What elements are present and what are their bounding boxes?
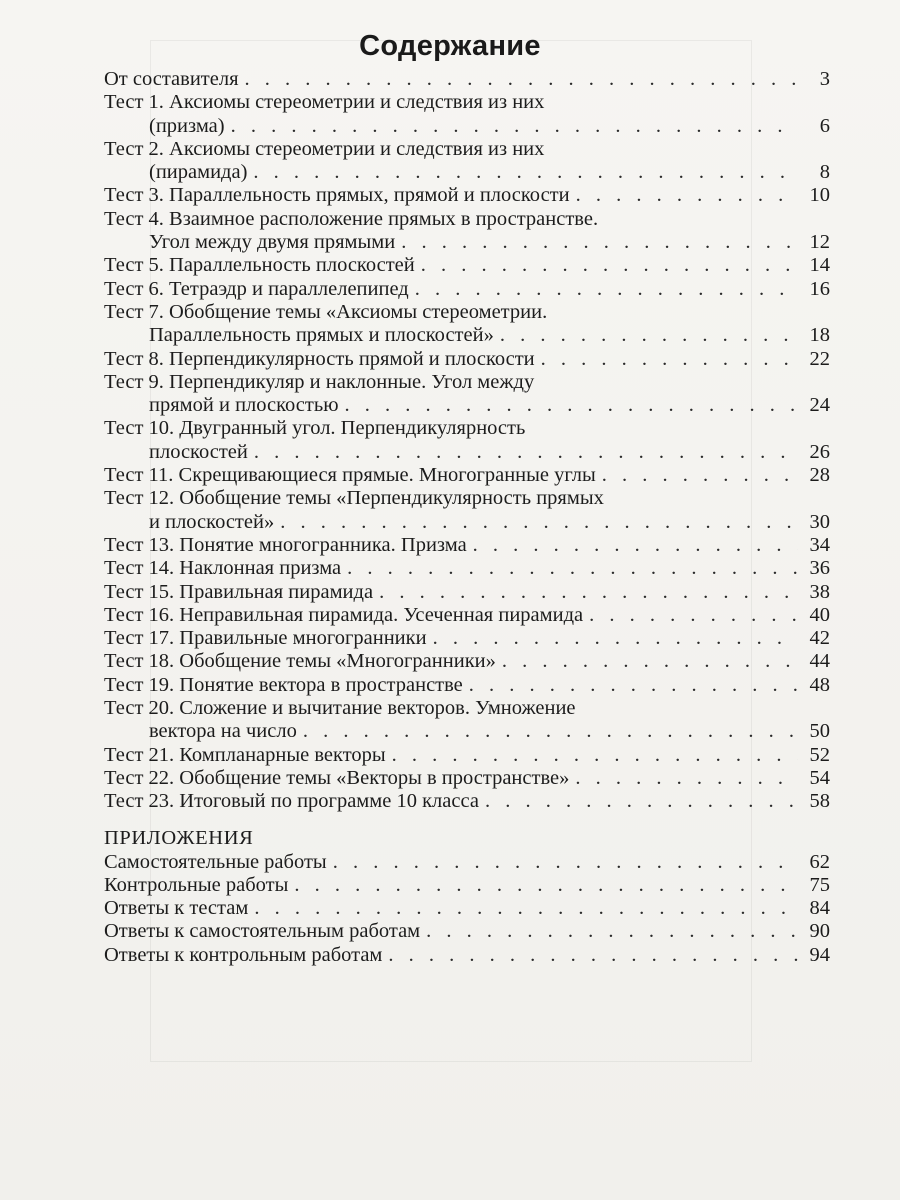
toc-line (104, 208, 830, 231)
dot-leader (347, 557, 798, 580)
toc-entry-title: Тест 9. Перпендикуляр и наклонные. Угол между (104, 370, 535, 393)
dot-leader (401, 231, 798, 254)
toc-entry-title: Тест 1. Аксиомы стереометрии и следствия из них (104, 91, 545, 114)
page-title: Содержание (359, 30, 541, 62)
toc-entry-title: Тест 2. Аксиомы стереометрии и следствия из них (104, 137, 545, 160)
dot-leader (415, 278, 798, 301)
toc-line (104, 184, 830, 207)
dot-leader (245, 68, 798, 91)
toc-line (104, 278, 830, 301)
toc-page-number: 50 (809, 720, 830, 743)
toc-page-number: 18 (809, 324, 830, 347)
dot-leader (388, 944, 798, 967)
toc-entry-title: Тест 6. Тетраэдр и параллелепипед (104, 277, 409, 300)
toc-page-number: 34 (809, 533, 830, 556)
toc-entry (104, 897, 830, 920)
toc-line (104, 627, 830, 650)
toc-line (104, 371, 830, 394)
toc-appendix-list (104, 851, 830, 967)
dot-leader (231, 115, 798, 138)
toc-entry-title: Контрольные работы (104, 873, 289, 896)
toc-entry-title: Тест 11. Скрещивающиеся прямые. Многогранные углы (104, 464, 596, 487)
toc-line (104, 511, 830, 534)
toc-entry (104, 138, 830, 185)
toc-entry (104, 744, 830, 767)
dot-leader (254, 441, 798, 464)
toc-entry (104, 557, 830, 580)
toc-page-number: 6 (819, 114, 830, 137)
dot-leader (345, 394, 798, 417)
toc-line (104, 744, 830, 767)
toc-line (104, 464, 830, 487)
toc-entry (104, 534, 830, 557)
toc-entry (104, 68, 830, 91)
toc-page-number: 26 (809, 440, 830, 463)
toc-entry-title: Самостоятельные работы (104, 850, 327, 873)
toc-line (104, 697, 830, 720)
dot-leader (253, 161, 798, 184)
toc-line (104, 604, 830, 627)
toc-page-number: 12 (809, 231, 830, 254)
toc-page-number: 14 (809, 254, 830, 277)
toc-entry (104, 674, 830, 697)
toc-entry-title: Тест 16. Неправильная пирамида. Усеченная пирамида (104, 603, 584, 626)
dot-leader (576, 184, 798, 207)
toc-page-number: 84 (809, 897, 830, 920)
toc-page-number: 54 (809, 766, 830, 789)
dot-leader (589, 604, 798, 627)
toc-line (104, 767, 830, 790)
dot-leader (575, 767, 798, 790)
toc-entry (104, 371, 830, 418)
toc-line (104, 557, 830, 580)
toc-entry-title: Тест 13. Понятие многогранника. Призма (104, 533, 467, 556)
toc-entry-title: Тест 18. Обобщение темы «Многогранники» (104, 650, 496, 673)
dot-leader (469, 674, 798, 697)
toc-entry (104, 278, 830, 301)
toc-page-number: 10 (809, 184, 830, 207)
toc-page-number: 42 (809, 627, 830, 650)
toc-page-number: 75 (809, 873, 830, 896)
toc-line (104, 790, 830, 813)
toc-page-number: 40 (809, 603, 830, 626)
dot-leader (379, 581, 798, 604)
toc-entry-title: Тест 23. Итоговый по программе 10 класса (104, 790, 479, 813)
toc-page-number: 22 (809, 347, 830, 370)
toc-line (104, 944, 830, 967)
dot-leader (502, 650, 798, 673)
toc-line (104, 851, 830, 874)
toc-line (104, 394, 830, 417)
toc-page-number: 58 (809, 790, 830, 813)
toc-entry-title: От составителя (104, 68, 239, 90)
dot-leader (433, 627, 798, 650)
toc-line (104, 581, 830, 604)
toc-line (104, 441, 830, 464)
toc-entry (104, 767, 830, 790)
toc-line (104, 254, 830, 277)
toc-page-number: 3 (819, 68, 830, 90)
toc-entry-title: Тест 7. Обобщение темы «Аксиомы стереометрии. (104, 300, 548, 323)
toc-line (104, 115, 830, 138)
toc-line (104, 301, 830, 324)
toc-line (104, 324, 830, 347)
toc-entry (104, 91, 830, 138)
toc-entry (104, 697, 830, 744)
toc-entry-title: Угол между двумя прямыми (149, 231, 396, 254)
toc-entry (104, 790, 830, 813)
toc-entry-title: Тест 19. Понятие вектора в пространстве (104, 673, 463, 696)
toc-entry (104, 650, 830, 673)
toc-entry-title: (пирамида) (149, 161, 248, 184)
toc-entry-title: Тест 10. Двугранный угол. Перпендикулярность (104, 417, 526, 440)
toc-entry (104, 208, 830, 255)
toc-main-list (104, 68, 830, 814)
dot-leader (485, 790, 798, 813)
dot-leader (541, 348, 798, 371)
toc-entry (104, 627, 830, 650)
toc-line (104, 161, 830, 184)
dot-leader (602, 464, 798, 487)
toc-line (104, 920, 830, 943)
toc-entry (104, 874, 830, 897)
toc-line (104, 348, 830, 371)
toc-entry (104, 604, 830, 627)
dot-leader (333, 851, 798, 874)
toc-entry-title: Параллельность прямых и плоскостей» (149, 324, 494, 347)
toc-entry (104, 417, 830, 464)
toc-entry (104, 464, 830, 487)
toc-page-number: 30 (809, 510, 830, 533)
toc-line (104, 91, 830, 114)
toc-entry (104, 851, 830, 874)
dot-leader (254, 897, 798, 920)
toc-entry-title: Тест 8. Перпендикулярность прямой и плоскости (104, 347, 535, 370)
toc-entry-title: Тест 5. Параллельность плоскостей (104, 254, 415, 277)
toc-entry-title: Тест 20. Сложение и вычитание векторов. Умножение (104, 697, 576, 720)
toc-line (104, 417, 830, 440)
toc-page-number: 38 (809, 580, 830, 603)
dot-leader (426, 920, 798, 943)
toc-entry-title: Тест 14. Наклонная призма (104, 557, 342, 580)
toc-line (104, 231, 830, 254)
toc-entry-title: (призма) (149, 114, 225, 137)
toc-entry-title: Тест 21. Компланарные векторы (104, 743, 386, 766)
toc-page-number: 48 (809, 673, 830, 696)
toc-page-number: 36 (809, 557, 830, 580)
toc-entry-title: плоскостей (149, 440, 248, 463)
toc-entry (104, 944, 830, 967)
dot-leader (500, 324, 798, 347)
toc-line (104, 487, 830, 510)
toc-line (104, 874, 830, 897)
toc-entry-title: вектора на число (149, 720, 297, 743)
toc-entry-title: Ответы к контрольным работам (104, 943, 383, 966)
toc-line (104, 534, 830, 557)
toc-page-number: 8 (819, 161, 830, 184)
toc-page-number: 62 (809, 850, 830, 873)
toc-entry-title: Ответы к самостоятельным работам (104, 920, 421, 943)
dot-leader (280, 511, 798, 534)
toc-entry (104, 581, 830, 604)
toc-page-number: 44 (809, 650, 830, 673)
toc-page-number: 16 (809, 277, 830, 300)
toc-entry (104, 487, 830, 534)
toc-line (104, 674, 830, 697)
toc-entry-title: и плоскостей» (149, 510, 275, 533)
toc-entry-title: Тест 12. Обобщение темы «Перпендикулярность прямых (104, 487, 604, 510)
toc-entry-title: Тест 22. Обобщение темы «Векторы в пространстве» (104, 766, 570, 789)
dot-leader (294, 874, 798, 897)
toc-entry-title: Тест 3. Параллельность прямых, прямой и плоскости (104, 184, 570, 207)
appendix-heading: ПРИЛОЖЕНИЯ (104, 826, 254, 849)
dot-leader (303, 720, 798, 743)
dot-leader (421, 254, 798, 277)
toc-entry-title: Тест 15. Правильная пирамида (104, 580, 374, 603)
toc-page-number: 52 (809, 743, 830, 766)
toc-entry-title: Ответы к тестам (104, 897, 249, 920)
toc-line (104, 720, 830, 743)
toc-line (104, 897, 830, 920)
toc-entry (104, 301, 830, 348)
toc-line (104, 650, 830, 673)
toc-line (104, 138, 830, 161)
toc-entry-title: Тест 4. Взаимное расположение прямых в пространстве. (104, 207, 599, 230)
toc-page-number: 90 (809, 920, 830, 943)
toc-entry (104, 254, 830, 277)
toc-line (104, 68, 830, 91)
toc-entry (104, 184, 830, 207)
dot-leader (473, 534, 798, 557)
toc-entry (104, 348, 830, 371)
table-of-contents (104, 68, 830, 967)
toc-page-number: 94 (809, 943, 830, 966)
toc-page-number: 28 (809, 464, 830, 487)
toc-page-number: 24 (809, 394, 830, 417)
toc-entry-title: прямой и плоскостью (149, 394, 339, 417)
dot-leader (392, 744, 798, 767)
toc-entry-title: Тест 17. Правильные многогранники (104, 627, 427, 650)
toc-entry (104, 920, 830, 943)
